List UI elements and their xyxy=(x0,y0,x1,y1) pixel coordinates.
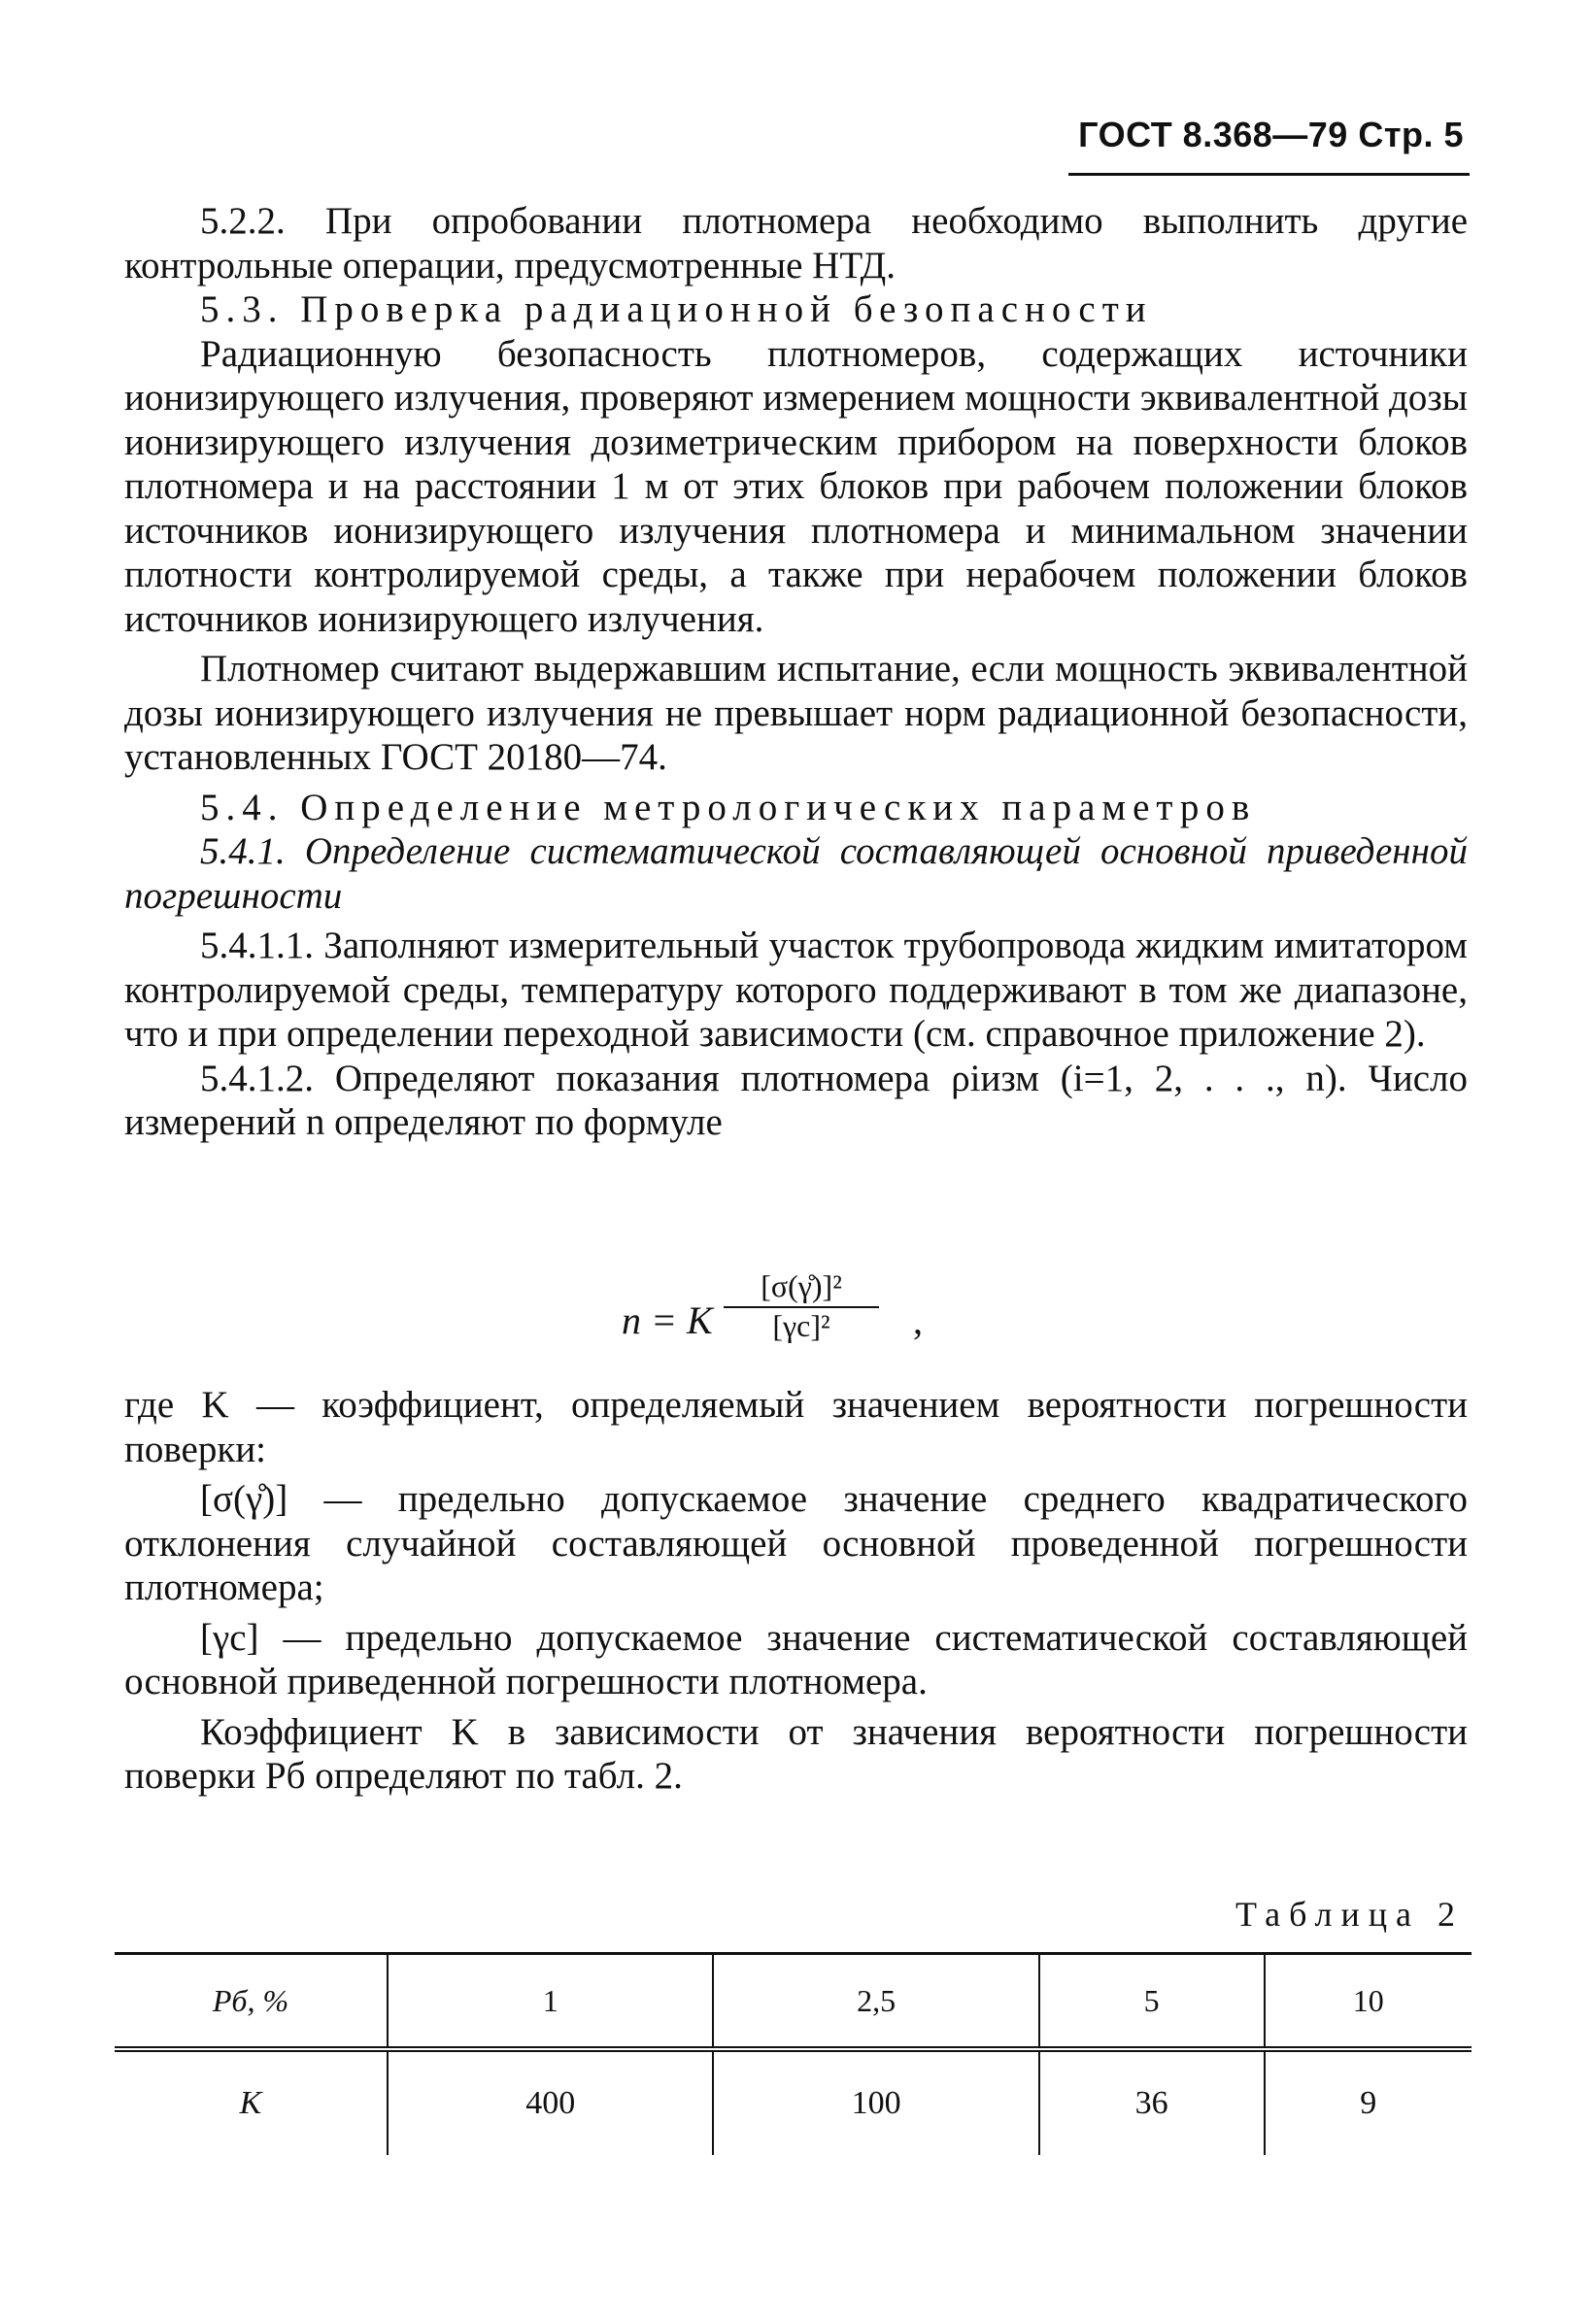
formula-denominator: [γc]² xyxy=(772,1308,830,1343)
table-cell: 400 xyxy=(388,2049,713,2155)
heading-5-4-1: 5.4.1. Определение систематической составляющей основной приведенной погрешности xyxy=(124,830,1468,917)
page-header xyxy=(1078,115,1464,155)
table-row xyxy=(115,1954,1472,2050)
table-2 xyxy=(115,1952,1472,2155)
table-cell: 36 xyxy=(1039,2049,1265,2155)
heading-5-3: 5.3. Проверка радиационной безопасности xyxy=(200,288,1153,330)
document-body-continued xyxy=(124,1383,1468,1799)
table-row-label: Pб, % xyxy=(115,1954,388,2050)
formula-lhs: n = K xyxy=(622,1298,713,1342)
table-row xyxy=(115,2049,1472,2155)
para-passed: Плотномер считают выдержавшим испытание, если мощность эквивалентной дозы ионизирующего излучения не превышает норм радиационной безопасности, установленных ГОСТ 20180—74. xyxy=(124,648,1468,778)
table-cell: 1 xyxy=(388,1954,713,2050)
document-body xyxy=(124,199,1468,1145)
para-radiation: Радиационную безопасность плотномеров, содержащих источники ионизирующего излучения, проверяют измерением мощности эквивалентной дозы ионизирующего излучения дозиметрическим прибором на поверхности блоков плотномера и на расстоянии 1 м от этих блоков при рабочем положении блоков источников ионизирующего излучения плотномера и минимальном значении плотности контролируемой среды, а также при нерабочем положении блоков источников ионизирующего излучения. xyxy=(124,332,1468,640)
page-number: Стр. 5 xyxy=(1358,115,1464,154)
table-cell: 2,5 xyxy=(713,1954,1038,2050)
formula-n xyxy=(622,1263,1010,1369)
table-row-label: K xyxy=(115,2049,388,2155)
table-cell: 100 xyxy=(713,2049,1038,2155)
table-caption: Таблица 2 xyxy=(1235,1895,1464,1934)
heading-5-4: 5.4. Определение метрологических параметров xyxy=(200,786,1257,828)
para-5-4-1-1: 5.4.1.1. Заполняют измерительный участок трубопровода жидким имитатором контролируемой среды, температуру которого поддерживают в том же диапазоне, что и при определении переходной зависимости (см. справочное приложение 2). xyxy=(124,925,1468,1055)
para-5-2-2: 5.2.2. При опробовании плотномера необходимо выполнить другие контрольные операции, предусмотренные НТД. xyxy=(124,200,1468,286)
formula-numerator: [σ(γ̊)]² xyxy=(724,1268,879,1308)
para-5-4-1-2: 5.4.1.2. Определяют показания плотномера ρiизм (i=1, 2, . . ., n). Число измерений n определяют по формуле xyxy=(124,1057,1468,1143)
para-where-k: где K — коэффициент, определяемый значением вероятности погрешности поверки: xyxy=(124,1384,1468,1470)
para-sigma: [σ(γ̊)] — предельно допускаемое значение среднего квадратического отклонения случайной составляющей основной проведенной погрешности плотномера; xyxy=(124,1478,1468,1608)
header-rule xyxy=(1068,173,1470,176)
para-gamma-c: [γc] — предельно допускаемое значение систематической составляющей основной приведенной погрешности плотномера. xyxy=(124,1616,1468,1702)
formula-fraction xyxy=(724,1268,879,1344)
table-cell: 10 xyxy=(1265,1954,1472,2050)
formula-comma: , xyxy=(913,1298,923,1342)
table-cell: 9 xyxy=(1265,2049,1472,2155)
para-coefficient: Коэффициент K в зависимости от значения вероятности погрешности поверки Pб определяют по табл. 2. xyxy=(124,1710,1468,1797)
standard-code: ГОСТ 8.368—79 xyxy=(1078,115,1348,154)
table-cell: 5 xyxy=(1039,1954,1265,2050)
